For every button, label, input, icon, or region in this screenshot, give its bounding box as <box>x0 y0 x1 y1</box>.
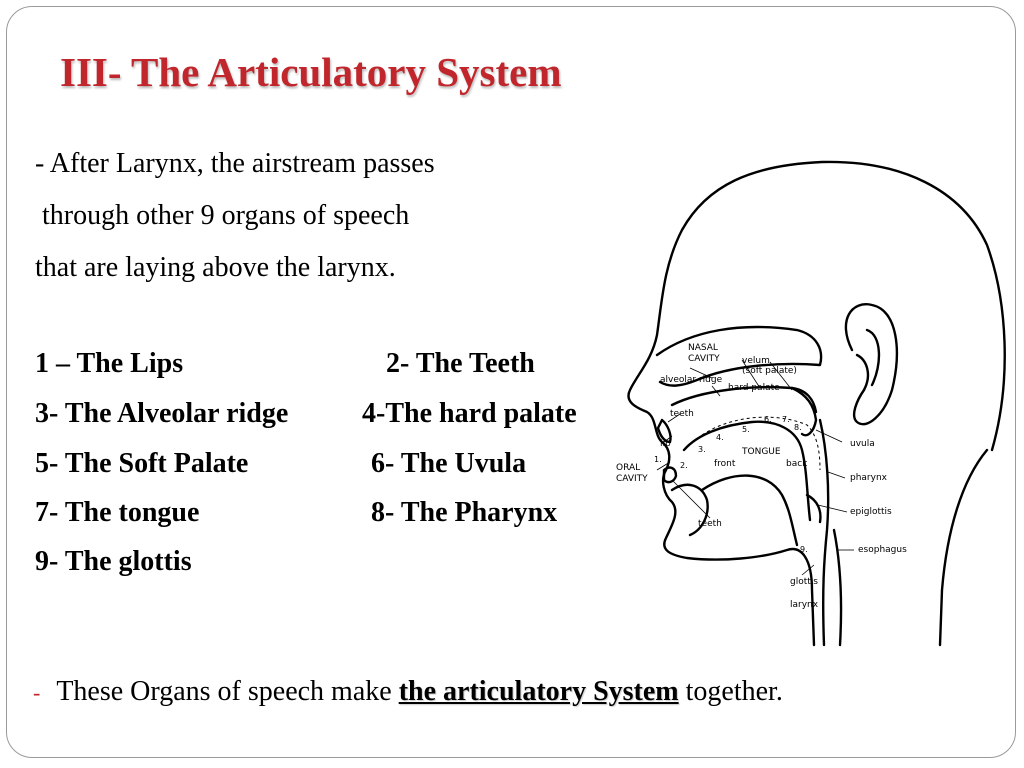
neck-back <box>940 450 987 645</box>
label-number-8: 8. <box>794 423 802 432</box>
label-nasal: NASAL <box>688 343 718 353</box>
intro-line: through other 9 organs of speech <box>35 200 410 231</box>
organ-row <box>0 392 620 442</box>
organ-item-uvula: 6- The Uvula <box>371 448 527 479</box>
organ-row <box>0 540 620 590</box>
tongue-top <box>684 422 810 520</box>
label-pharynx: pharynx <box>850 473 887 483</box>
label-tongue: TONGUE <box>742 447 781 457</box>
label-number-1: 1. <box>654 455 662 464</box>
organ-item-tongue: 7- The tongue <box>35 497 200 528</box>
label-number-6: 6. <box>764 415 772 424</box>
organ-row <box>0 442 620 492</box>
label-teeth-top: teeth <box>670 409 694 419</box>
label-epiglottis: epiglottis <box>850 507 892 517</box>
label-velum: velum <box>742 356 770 366</box>
label-uvula: uvula <box>850 439 875 449</box>
organ-row <box>0 342 620 392</box>
label-number-7: 7. <box>782 415 790 424</box>
label-number-3: 3. <box>698 445 706 454</box>
organ-item-soft-palate: 5- The Soft Palate <box>35 448 249 479</box>
bullet-dash: - <box>33 680 41 705</box>
label-oral: ORAL <box>616 463 641 473</box>
intro-line: that are laying above the larynx. <box>35 252 396 283</box>
organ-item-hard-palate: 4-The hard palate <box>362 398 577 429</box>
lower-teeth <box>664 468 676 483</box>
label-alveolar-ridge: alveolar ridge <box>660 375 723 385</box>
ear <box>846 304 897 424</box>
tongue-root <box>702 476 797 545</box>
label-soft-palate: (soft palate) <box>742 366 797 376</box>
organ-item-teeth: 2- The Teeth <box>386 348 535 379</box>
label-esophagus: esophagus <box>858 545 907 555</box>
label-larynx: larynx <box>790 600 819 610</box>
intro-line: - After Larynx, the airstream passes <box>35 148 435 179</box>
label-glottis: glottis <box>790 577 818 587</box>
label-number-5: 5. <box>742 425 750 434</box>
footer-text-before: These Organs of speech make <box>56 676 399 707</box>
organ-item-lips: 1 – The Lips <box>35 348 184 379</box>
footer-text-after: together. <box>678 676 783 707</box>
label-teeth-bottom: teeth <box>698 519 722 529</box>
label-nasal-cavity: CAVITY <box>688 354 720 364</box>
pharynx-wall <box>820 420 828 645</box>
label-tongue-front: front <box>714 459 736 469</box>
esophagus-wall <box>834 530 841 645</box>
label-tongue-back: back <box>786 459 808 469</box>
label-number-2: 2. <box>680 461 688 470</box>
organ-row <box>0 491 620 541</box>
organ-item-alveolar-ridge: 3- The Alveolar ridge <box>35 398 289 429</box>
label-number-9: 9. <box>800 545 808 554</box>
label-lip: lip <box>660 439 671 449</box>
head-outline <box>628 162 1004 645</box>
slide-title: III- The Articulatory System <box>60 49 562 95</box>
label-oral-cavity: CAVITY <box>616 474 648 484</box>
label-number-4: 4. <box>716 433 724 442</box>
label-hard-palate: hard palate <box>728 383 780 393</box>
organ-item-glottis: 9- The glottis <box>35 546 192 577</box>
footer-emphasis: the articulatory System <box>398 676 679 707</box>
intro-text <box>35 138 435 294</box>
footer-bullet <box>33 676 783 708</box>
organ-item-pharynx: 8- The Pharynx <box>371 497 558 528</box>
vocal-tract-diagram <box>602 150 1022 650</box>
